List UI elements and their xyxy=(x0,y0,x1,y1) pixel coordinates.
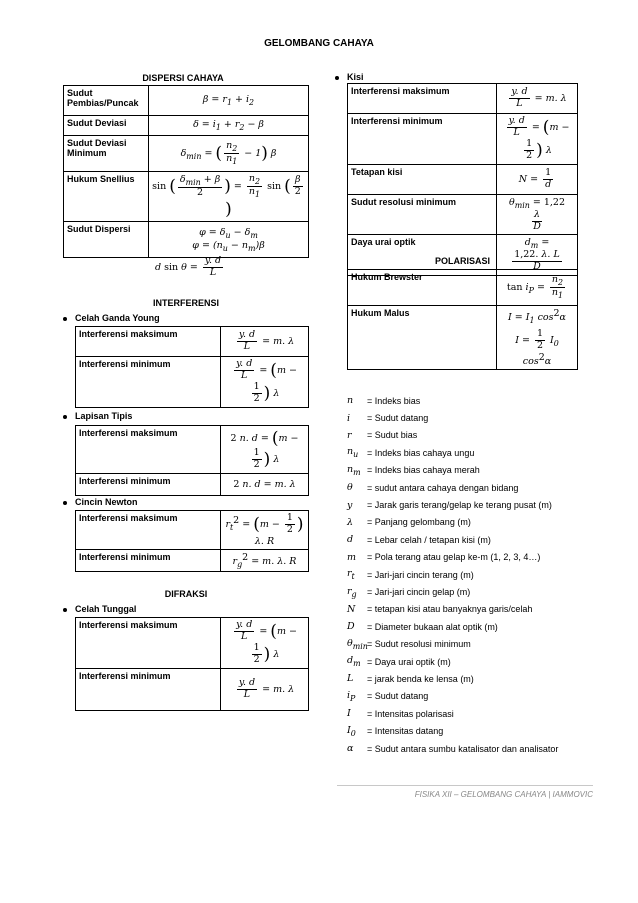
bullet-label: Kisi xyxy=(347,72,364,82)
cincin-newton-table xyxy=(75,510,309,572)
legend-symbol: i xyxy=(347,412,351,424)
celah-tunggal-table xyxy=(75,617,309,711)
formula-deviasi-minimum: $\delta_{min}$ = ( $\frac{n_2}{n_1}$ − 1) β xyxy=(180,140,277,166)
legend-desc: = Pola terang atau gelap ke-m (1, 2, 3, 4…) xyxy=(367,552,541,563)
row-label: Interferensi maksimum xyxy=(76,426,221,474)
bullet-icon xyxy=(335,76,339,80)
row-label: Hukum Brewster xyxy=(348,270,497,306)
legend-symbol: D xyxy=(347,621,355,633)
legend-desc: = Indeks bias xyxy=(367,395,421,406)
formula-cell xyxy=(221,357,309,408)
footer-text: FISIKA XII – GELOMBANG CAHAYA | IAMMOVIC xyxy=(414,790,593,799)
footer-rule xyxy=(337,785,593,786)
table-row xyxy=(348,114,578,165)
legend-desc: = Indeks bias cahaya ungu xyxy=(367,447,475,458)
legend-symbol: I xyxy=(347,708,351,720)
legend-row xyxy=(347,722,558,739)
table-row xyxy=(64,172,309,222)
formula-cell xyxy=(221,668,309,710)
formula-sudut-dispersi-2: $\varphi = (n_u - n_m)\beta$ xyxy=(192,239,265,253)
legend-symbol: $d_m$ xyxy=(347,655,361,668)
legend-desc: = Sudut antara sumbu katalisator dan analisator xyxy=(367,743,559,754)
bullet-celah-tunggal xyxy=(60,604,136,614)
legend-row xyxy=(347,496,558,513)
dispersi-heading: DISPERSI CAHAYA xyxy=(142,73,224,83)
formula-cell xyxy=(221,473,309,495)
legend-row xyxy=(347,601,558,618)
formula-cell xyxy=(497,84,578,114)
lapisan-tipis-table xyxy=(75,425,309,496)
formula-cell xyxy=(497,270,578,306)
table-row xyxy=(76,473,309,495)
table-row xyxy=(76,327,309,357)
table-row xyxy=(348,306,578,370)
table-row xyxy=(64,136,309,172)
formula-kisi-maks: $\frac{y. d}{L}$ = m. λ xyxy=(511,86,567,109)
formula-cell xyxy=(149,86,309,116)
legend-row xyxy=(347,688,558,705)
formula-young-maks: $\frac{y. d}{L}$ = m. λ xyxy=(238,329,295,352)
formula-snellius: sin ( $\frac{\delta_{min} + \beta}{2}$ ) = $\frac{n_2}{n_1}$ sin ( $\frac{\beta}{2}$ ) xyxy=(152,173,301,219)
legend-symbol: r xyxy=(347,429,352,441)
row-label: Sudut Deviasi xyxy=(64,116,149,136)
legend-symbol: $i_P$ xyxy=(347,689,356,703)
legend-row xyxy=(347,462,558,479)
formula-sudut-pembias: $\beta = r_1 + i_2$ xyxy=(202,94,255,107)
legend-symbol: N xyxy=(347,603,356,615)
table-row xyxy=(76,511,309,550)
legend-desc: = Intensitas datang xyxy=(367,726,444,737)
legend-desc: = Sudut datang xyxy=(367,691,429,702)
formula-tunggal-min: $\frac{y. d}{L}$ = m. λ xyxy=(238,676,295,700)
table-row xyxy=(76,426,309,474)
legend-desc: = Diameter bukaan alat optik (m) xyxy=(367,621,498,632)
formula-newton-maks: $r_t^2 = (m$ − $\frac{1}{2}$ ) λ. R xyxy=(225,512,304,547)
formula-cell xyxy=(149,136,309,172)
legend-symbol: L xyxy=(347,673,354,685)
row-label: Hukum Snellius xyxy=(64,172,149,222)
formula-tetapan-kisi: N = $\frac{1}{d}$ xyxy=(518,166,552,190)
row-label: Tetapan kisi xyxy=(348,164,497,194)
row-label: Interferensi minimum xyxy=(76,549,221,571)
row-label: Interferensi minimum xyxy=(76,473,221,495)
table-row xyxy=(64,116,309,136)
row-label: Sudut Deviasi Minimum xyxy=(64,136,149,172)
table-row xyxy=(76,357,309,408)
formula-cell xyxy=(221,618,309,669)
legend-desc: = Panjang gelombang (m) xyxy=(367,517,471,528)
legend-desc: = Jari-jari cincin gelap (m) xyxy=(367,586,471,597)
formula-kisi-min: $\frac{y. d}{L}$ = (m − $\frac{1}{2}$ ) λ xyxy=(508,115,570,161)
formula-cell xyxy=(221,426,309,474)
legend-row xyxy=(347,740,558,757)
row-label: Daya urai optik xyxy=(348,235,497,276)
legend-row xyxy=(347,705,558,722)
legend-row xyxy=(347,427,558,444)
row-label: Interferensi minimum xyxy=(76,357,221,408)
row-label: Sudut resolusi minimum xyxy=(348,194,497,235)
formula-cell xyxy=(221,549,309,571)
row-label: Interferensi minimum xyxy=(76,668,221,710)
legend-desc: = Sudut bias xyxy=(367,430,418,441)
legend-symbol: n xyxy=(347,395,354,407)
bullet-label: Cincin Newton xyxy=(75,497,138,507)
legend-desc: = Indeks bias cahaya merah xyxy=(367,465,480,476)
row-label: Interferensi minimum xyxy=(348,114,497,165)
formula-cell xyxy=(497,114,578,165)
page-title: GELOMBANG CAHAYA xyxy=(264,38,374,49)
polarisasi-table xyxy=(347,269,578,370)
legend-row xyxy=(347,583,558,600)
legend-symbol: $\theta_{min}$ xyxy=(347,637,368,651)
legend-desc: = Jari-jari cincin terang (m) xyxy=(367,569,474,580)
legend-row xyxy=(347,531,558,548)
bullet-icon xyxy=(63,608,67,612)
legend-row xyxy=(347,409,558,426)
legend-symbol: m xyxy=(347,551,357,563)
legend-row xyxy=(347,514,558,531)
bullet-label: Celah Tunggal xyxy=(75,604,137,614)
legend-desc: = Intensitas polarisasi xyxy=(367,708,454,719)
legend-symbol: $r_g$ xyxy=(347,585,357,599)
difraksi-heading: DIFRAKSI xyxy=(164,589,208,599)
table-row xyxy=(348,164,578,194)
bullet-celah-ganda-young xyxy=(60,313,160,323)
formula-cell xyxy=(497,194,578,235)
formula-newton-min: $r_g^2 = m$. λ. R xyxy=(232,551,297,569)
row-label: Sudut Dispersi xyxy=(64,222,149,258)
formula-malus-2: I = $\frac{1}{2}$ $I_0$ $\cos^2\alpha$ xyxy=(515,328,559,368)
formula-cell xyxy=(221,511,309,550)
legend-desc: = tetapan kisi atau banyaknya garis/celah xyxy=(367,604,533,615)
formula-cell xyxy=(221,327,309,357)
table-row xyxy=(64,222,309,258)
bullet-icon xyxy=(63,501,67,505)
table-row xyxy=(348,270,578,306)
legend-symbol: $n_m$ xyxy=(347,463,361,477)
formula-daya-urai: $d_m$ = $\frac{1,22. \lambda. L}{D}$ xyxy=(514,237,560,273)
interferensi-heading: INTERFERENSI xyxy=(152,298,219,308)
formula-lapisan-maks: 2 n. d = (m − $\frac{1}{2}$ ) λ xyxy=(230,428,299,470)
formula-cell xyxy=(497,164,578,194)
formula-young-min: $\frac{y. d}{L}$ = (m − $\frac{1}{2}$ ) λ xyxy=(236,358,297,404)
formula-tunggal-maks: $\frac{y. d}{L}$ = (m − $\frac{1}{2}$ ) λ xyxy=(236,619,297,665)
legend-symbol: $I_0$ xyxy=(347,724,356,738)
symbol-legend xyxy=(347,392,558,757)
formula-lapisan-min: 2 n. d = m. λ xyxy=(233,478,296,490)
table-row xyxy=(76,668,309,710)
row-label: Interferensi maksimum xyxy=(76,327,221,357)
legend-symbol: λ xyxy=(347,516,354,528)
table-row xyxy=(348,84,578,114)
legend-desc: = Jarak garis terang/gelap ke terang pusat (m) xyxy=(367,500,552,511)
legend-desc: = Daya urai optik (m) xyxy=(367,656,451,667)
row-label: Interferensi maksimum xyxy=(76,618,221,669)
table-row xyxy=(76,549,309,571)
legend-row xyxy=(347,444,558,461)
legend-symbol: $r_t$ xyxy=(347,568,355,582)
legend-symbol: d xyxy=(347,534,354,546)
legend-row xyxy=(347,618,558,635)
legend-row xyxy=(347,392,558,409)
legend-row xyxy=(347,653,558,670)
bullet-lapisan-tipis xyxy=(60,411,132,421)
formula-brewster: $\tan i_P$ = $\frac{n_2}{n_1}$ xyxy=(506,274,564,300)
bullet-kisi xyxy=(332,72,364,82)
formula-cell xyxy=(149,116,309,136)
table-row xyxy=(64,86,309,116)
bullet-label: Lapisan Tipis xyxy=(75,411,133,421)
bullet-icon xyxy=(63,415,67,419)
legend-row xyxy=(347,566,558,583)
legend-symbol: α xyxy=(347,743,354,754)
bullet-icon xyxy=(63,317,67,321)
dispersi-table xyxy=(63,85,309,258)
formula-cell xyxy=(149,172,309,222)
row-label: Sudut Pembias/Puncak xyxy=(64,86,149,116)
formula-interferensi-umum: d sin θ = $\frac{y. d}{L}$ xyxy=(155,255,222,278)
bullet-cincin-newton xyxy=(60,497,138,507)
legend-desc: = sudut antara cahaya dengan bidang xyxy=(367,482,519,493)
legend-desc: = Lebar celah / tetapan kisi (m) xyxy=(367,534,491,545)
legend-row xyxy=(347,479,558,496)
formula-sudut-resolusi: $\theta_{min} = 1,22$ $\frac{\lambda}{D}$ xyxy=(508,196,565,232)
table-row xyxy=(76,618,309,669)
formula-malus-1: $I = I_1$ $\cos^2\alpha$ xyxy=(508,308,566,326)
legend-row xyxy=(347,635,558,652)
legend-desc: = Sudut datang xyxy=(367,413,429,424)
row-label: Hukum Malus xyxy=(348,306,497,370)
polarisasi-heading: POLARISASI xyxy=(434,256,490,266)
table-row xyxy=(348,194,578,235)
legend-row xyxy=(347,670,558,687)
formula-sudut-dispersi-1: $\varphi = \delta_u - \delta_m$ xyxy=(199,226,258,240)
row-label: Interferensi maksimum xyxy=(348,84,497,114)
formula-cell xyxy=(497,306,578,370)
legend-symbol: $n_u$ xyxy=(347,446,359,460)
legend-desc: = Sudut resolusi minimum xyxy=(367,639,471,650)
legend-symbol: y xyxy=(347,499,353,511)
formula-sudut-deviasi: $\delta = i_1 + r_2 - \beta$ xyxy=(193,119,264,132)
legend-desc: = jarak benda ke lensa (m) xyxy=(367,673,474,684)
row-label: Interferensi maksimum xyxy=(76,511,221,550)
formula-cell xyxy=(149,222,309,258)
legend-row xyxy=(347,549,558,566)
legend-symbol: θ xyxy=(347,482,353,494)
young-table xyxy=(75,326,309,408)
bullet-label: Celah Ganda Young xyxy=(75,313,160,323)
kisi-table xyxy=(347,83,578,276)
